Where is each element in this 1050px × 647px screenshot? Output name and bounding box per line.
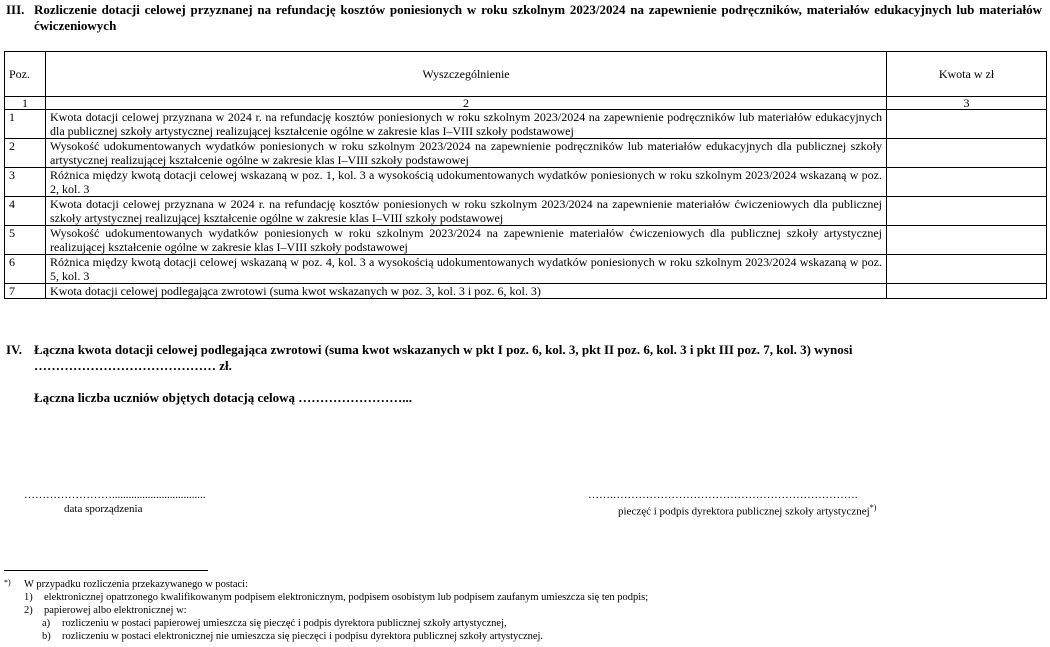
col-number-1: 1 [5, 97, 46, 110]
section-iv [6, 342, 1042, 374]
students-count-line[interactable]: Łączna liczba uczniów objętych dotacją celową ……………………... [34, 390, 413, 405]
row-description: Kwota dotacji celowej przyznana w 2024 r. na refundację kosztów poniesionych w roku szkolnym 2023/2024 na zapewnienie podręczników lub materiałów edukacyjnych dla publicznej szkoły artystycznej realizującej kształcenie ogólne w zakresie klas I–VIII szkoły podstawowej [46, 110, 887, 139]
row-description: Wysokość udokumentowanych wydatków poniesionych w roku szkolnym 2023/2024 na zapewnienie materiałów ćwiczeniowych dla publicznej szkoły artystycznej realizującej kształcenie ogólne w zakresie klas I–VIII szkoły podstawowej [46, 226, 887, 255]
footnote-item [4, 591, 1044, 604]
footnote-divider [4, 570, 208, 571]
footnote-subitem [4, 630, 1044, 643]
footnote-item-text: papierowej albo elektronicznej w: [44, 605, 187, 616]
row-description: Kwota dotacji celowej podlegająca zwrotowi (suma kwot wskazanych w poz. 3, kol. 3 i poz. 6, kol. 3) [46, 284, 887, 299]
date-field-dots[interactable]: …………………….................................. [24, 489, 206, 501]
footnote-subitem-tag: b) [42, 631, 51, 642]
footnote-subitem-text: rozliczeniu w postaci papierowej umieszcza się pieczęć i podpis dyrektora publicznej szkoły artystycznej, [62, 618, 507, 629]
row-amount-cell[interactable] [887, 284, 1047, 299]
signature-caption [618, 503, 876, 518]
row-amount-cell[interactable] [887, 197, 1047, 226]
footnote [4, 578, 1044, 643]
row-poz: 1 [5, 110, 46, 139]
row-poz: 6 [5, 255, 46, 284]
settlement-table [4, 51, 1047, 299]
section-number: IV. [6, 342, 23, 357]
row-amount-cell[interactable] [887, 139, 1047, 168]
footnote-item-text: elektronicznej opatrzonego kwalifikowanym podpisem elektronicznym, podpisem osobistym lub podpisem zaufanym umieszcza się ten podpis; [44, 592, 649, 603]
row-amount-cell[interactable] [887, 255, 1047, 284]
footnote-item-tag: 1) [24, 592, 33, 603]
section-title: Rozliczenie dotacji celowej przyznanej na refundację kosztów poniesionych w roku szkolnym 2023/2024 na zapewnienie podręczników, materiałów edukacyjnych lub materiałów ćwiczeniowych [34, 2, 1042, 33]
footnote-subitem [4, 617, 1044, 630]
row-description: Kwota dotacji celowej przyznana w 2024 r. na refundację kosztów poniesionych w roku szkolnym 2023/2024 na zapewnienie materiałów ćwiczeniowych dla publicznej szkoły artystycznej realizującej kształcenie ogólne w zakresie klas I–VIII szkoły podstawowej [46, 197, 887, 226]
row-amount-cell[interactable] [887, 168, 1047, 197]
table-row [5, 284, 1047, 299]
footnote-mark: *) [4, 578, 11, 587]
col-number-2: 2 [46, 97, 887, 110]
row-description: Różnica między kwotą dotacji celowej wskazaną w poz. 4, kol. 3 a wysokością udokumentowanych wydatków poniesionych w roku szkolnym 2023/2024 wskazaną w poz. 5, kol. 3 [46, 255, 887, 284]
signature-field-dots[interactable]: …….…………………………………………………………. [588, 489, 858, 501]
header-amount: Kwota w zł [887, 52, 1047, 97]
header-poz: Poz. [5, 52, 46, 97]
row-poz: 5 [5, 226, 46, 255]
row-poz: 2 [5, 139, 46, 168]
row-description: Różnica między kwotą dotacji celowej wskazaną w poz. 1, kol. 3 a wysokością udokumentowanych wydatków poniesionych w roku szkolnym 2023/2024 wskazaną w poz. 2, kol. 3 [46, 168, 887, 197]
table-row [5, 110, 1047, 139]
row-poz: 7 [5, 284, 46, 299]
footnote-subitem-tag: a) [42, 618, 51, 629]
table-header-row [5, 52, 1047, 97]
header-description: Wyszczególnienie [46, 52, 887, 97]
row-amount-cell[interactable] [887, 226, 1047, 255]
section-iii-heading [6, 2, 1042, 34]
row-amount-cell[interactable] [887, 110, 1047, 139]
footnote-item-tag: 2) [24, 605, 33, 616]
row-poz: 3 [5, 168, 46, 197]
table-row [5, 168, 1047, 197]
footnote-marker: *) [869, 503, 877, 512]
column-number-row [5, 97, 1047, 110]
col-number-3: 3 [887, 97, 1047, 110]
row-poz: 4 [5, 197, 46, 226]
table-row [5, 139, 1047, 168]
table-row [5, 197, 1047, 226]
footnote-intro: W przypadku rozliczenia przekazywanego w postaci: [24, 579, 248, 590]
total-refund-text: Łączna kwota dotacji celowej podlegająca zwrotowi (suma kwot wskazanych w pkt I poz. 6, kol. 3, pkt II poz. 6, kol. 3 i pkt III poz. 7, kol. 3) wynosi [34, 342, 853, 357]
footnote-subitem-text: rozliczeniu w postaci elektronicznej nie umieszcza się pieczęci i podpisu dyrektora publicznej szkoły artystycznej. [62, 631, 544, 642]
table-row [5, 226, 1047, 255]
row-description: Wysokość udokumentowanych wydatków poniesionych w roku szkolnym 2023/2024 na zapewnienie podręczników lub materiałów edukacyjnych dla publicznej szkoły artystycznej realizującej kształcenie ogólne w zakresie klas I–VIII szkoły podstawowej [46, 139, 887, 168]
date-caption: data sporządzenia [64, 503, 143, 515]
section-number: III. [6, 2, 25, 17]
total-refund-amount-line[interactable]: …………………………………… zł. [34, 358, 232, 373]
table-row [5, 255, 1047, 284]
footnote-item [4, 604, 1044, 617]
signature-caption-text: pieczęć i podpis dyrektora publicznej szkoły artystycznej [618, 505, 870, 518]
